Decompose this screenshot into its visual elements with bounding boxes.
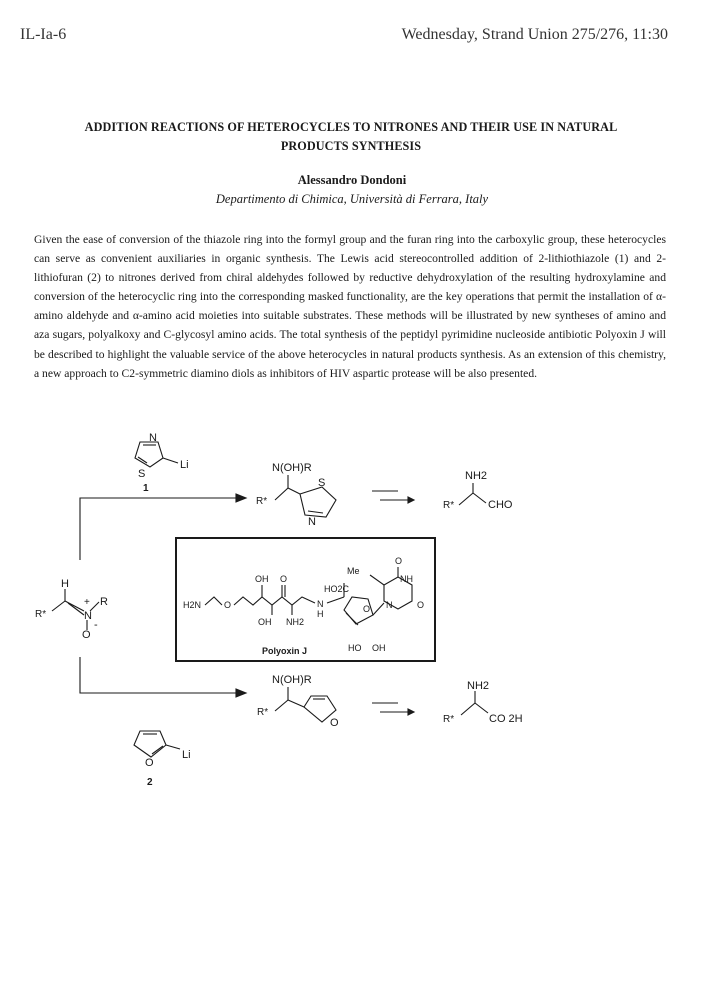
upper-product-nh2: NH2 [465,470,488,482]
thiazole-s: S [138,468,146,480]
thiazole-n: N [149,432,157,444]
session-code: IL-Ia-6 [20,26,67,43]
polyoxin-ho-sugar: HO [348,643,362,653]
lower-product-co2h: CO 2H [489,713,523,725]
upper-product-bonds [459,483,486,505]
polyoxin-n-amide: N [317,599,324,609]
title-line-2: PRODUCTS SYNTHESIS [280,139,422,153]
upper-adduct-r-star: R* [256,496,268,507]
polyoxin-o-pyr2: O [417,600,425,610]
title-line-1: ADDITION REACTIONS OF HETEROCYCLES TO NITRONES AND THEIR USE IN NATURAL [84,120,618,134]
thiazole-li: Li [180,459,189,471]
nitrone-plus: + [84,597,90,608]
polyoxin-me: Me [347,566,360,576]
furan-li: Li [182,749,191,761]
polyoxin-oh-top: OH [255,574,269,584]
polyoxin-name: Polyoxin J [262,646,308,656]
furan-o: O [145,757,154,769]
upper-adduct-noh: N(OH)R [272,462,312,474]
nitrone-h: H [61,578,69,590]
abstract-text: Given the ease of conversion of the thiazole ring into the formyl group and the furan ring into the carboxylic group, these heterocycles can serve as convenient auxiliaries in organic synthesis. The Lewis acid stereocontrolled addition of 2-lithiothiazole (1) and 2-lithiofuran (2) to nitrones derived from chiral aldehydes followed by reductive dehydroxylation of the resulting hydroxylamine and conversion of the heterocyclic ring into the corresponding masked functionality, are the key operations that permit the installation of α-amino aldehyde and α-amino acid moieties into suitable substrates. These methods will be illustrated by new syntheses of amino and aza sugars, polyalkoxy and C-glycosyl amino acids. The total synthesis of the peptidyl pyrimidine nucleoside antibiotic Polyoxin J will be described to highlight the valuable service of the above heterocycles in natural products synthesis. As an extension of this chemistry, a new approach to C2-symmetric diamino diols as inhibitors of HIV aspartic protease will be also presented. [34,233,666,380]
nitrone-o: O [82,629,91,641]
paper-title [40,118,662,156]
polyoxin-bonds [205,567,412,625]
polyoxin-oh-sugar: OH [372,643,386,653]
lower-adduct-bonds [275,687,336,722]
polyoxin-ho2c: HO2C [324,584,350,594]
author-affiliation: Departimento di Chimica, Università di Ferrara, Italy [215,192,489,206]
lower-adduct-r-star: R* [257,707,269,718]
polyoxin-n-pyr: N [386,600,393,610]
thiazole-ring [135,442,178,467]
polyoxin-oh-bottom: OH [258,617,272,627]
session-info: Wednesday, Strand Union 275/276, 11:30 [401,26,668,43]
compound-1-number: 1 [143,483,149,494]
author-name: Alessandro Dondoni [297,173,407,187]
reaction-scheme [0,425,704,795]
lower-adduct-o: O [330,717,339,729]
nitrone-r: R [100,596,108,608]
lower-product-r-star: R* [443,714,455,725]
nitrone-n: N [84,610,92,622]
upper-adduct-bonds [275,475,336,517]
upper-adduct-s: S [318,477,326,489]
polyoxin-o-ring: O [363,604,371,614]
compound-2-number: 2 [147,777,153,788]
polyoxin-h2n: H2N [183,600,202,610]
lower-product-bonds [461,691,488,715]
lower-product-nh2: NH2 [467,680,490,692]
polyoxin-nh-pyr: NH [400,574,413,584]
polyoxin-o-pyr: O [395,556,403,566]
polyoxin-o-carbonyl: O [280,574,288,584]
polyoxin-o-ether: O [224,600,232,610]
furan-ring [134,731,180,757]
reaction-arrows [80,491,414,715]
upper-product-r-star: R* [443,500,455,511]
lower-adduct-noh: N(OH)R [272,674,312,686]
nitrone-minus: - [94,619,98,631]
upper-product-cho: CHO [488,499,513,511]
upper-adduct-n: N [308,516,316,528]
polyoxin-h-amide: H [317,609,324,619]
nitrone-r-star: R* [35,609,47,620]
polyoxin-nh2: NH2 [286,617,305,627]
